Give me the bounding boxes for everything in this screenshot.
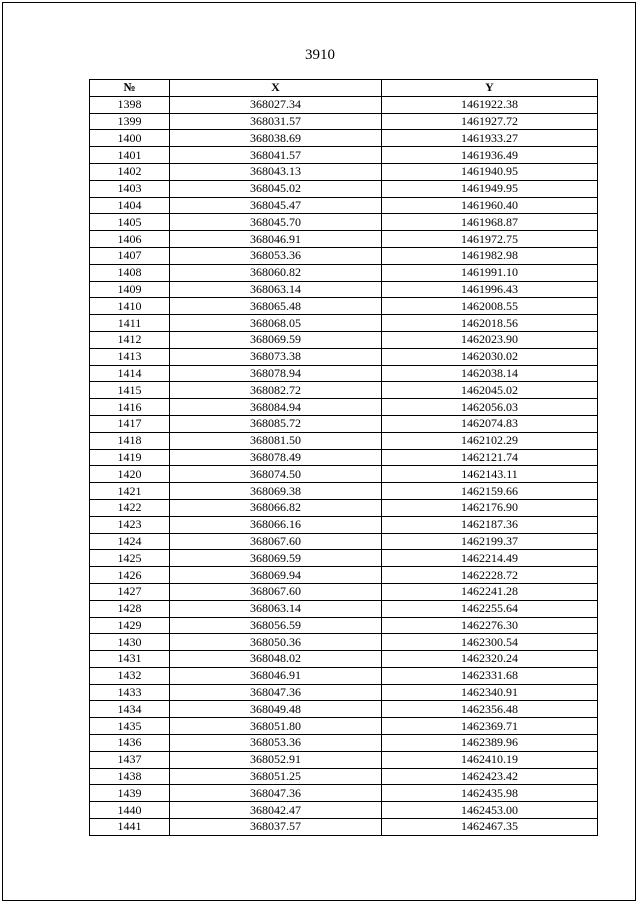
x-coordinate-cell: 368063.14: [170, 281, 382, 298]
y-coordinate-cell: 1462410.19: [382, 751, 598, 768]
point-number-cell: 1417: [90, 415, 170, 432]
y-coordinate-cell: 1461960.40: [382, 197, 598, 214]
table-row: [90, 365, 598, 382]
x-coordinate-cell: 368046.91: [170, 231, 382, 248]
x-coordinate-cell: 368047.36: [170, 785, 382, 802]
x-coordinate-cell: 368052.91: [170, 751, 382, 768]
point-number-cell: 1430: [90, 634, 170, 651]
x-coordinate-cell: 368078.94: [170, 365, 382, 382]
table-row: [90, 533, 598, 550]
y-coordinate-cell: 1462255.64: [382, 600, 598, 617]
x-coordinate-cell: 368069.59: [170, 550, 382, 567]
x-coordinate-cell: 368073.38: [170, 348, 382, 365]
y-coordinate-cell: 1462038.14: [382, 365, 598, 382]
table-row: [90, 735, 598, 752]
table-row: [90, 466, 598, 483]
point-number-cell: 1402: [90, 163, 170, 180]
table-row: [90, 180, 598, 197]
y-coordinate-cell: 1461968.87: [382, 214, 598, 231]
table-row: [90, 281, 598, 298]
point-number-cell: 1425: [90, 550, 170, 567]
y-coordinate-cell: 1462340.91: [382, 684, 598, 701]
y-coordinate-cell: 1462121.74: [382, 449, 598, 466]
y-coordinate-cell: 1462045.02: [382, 382, 598, 399]
x-coordinate-cell: 368050.36: [170, 634, 382, 651]
x-coordinate-cell: 368051.25: [170, 768, 382, 785]
y-coordinate-cell: 1462056.03: [382, 399, 598, 416]
x-coordinate-cell: 368027.34: [170, 96, 382, 113]
point-number-cell: 1432: [90, 667, 170, 684]
x-coordinate-cell: 368038.69: [170, 130, 382, 147]
table-row: [90, 432, 598, 449]
x-coordinate-cell: 368068.05: [170, 315, 382, 332]
column-header-y: Y: [382, 80, 598, 97]
y-coordinate-cell: 1462389.96: [382, 735, 598, 752]
point-number-cell: 1408: [90, 264, 170, 281]
x-coordinate-cell: 368045.70: [170, 214, 382, 231]
x-coordinate-cell: 368067.60: [170, 583, 382, 600]
y-coordinate-cell: 1462159.66: [382, 483, 598, 500]
y-coordinate-cell: 1461927.72: [382, 113, 598, 130]
table-row: [90, 197, 598, 214]
point-number-cell: 1433: [90, 684, 170, 701]
y-coordinate-cell: 1461936.49: [382, 147, 598, 164]
x-coordinate-cell: 368045.02: [170, 180, 382, 197]
point-number-cell: 1418: [90, 432, 170, 449]
point-number-cell: 1401: [90, 147, 170, 164]
point-number-cell: 1410: [90, 298, 170, 315]
point-number-cell: 1416: [90, 399, 170, 416]
y-coordinate-cell: 1462228.72: [382, 567, 598, 584]
x-coordinate-cell: 368078.49: [170, 449, 382, 466]
y-coordinate-cell: 1462030.02: [382, 348, 598, 365]
point-number-cell: 1420: [90, 466, 170, 483]
column-header-number: №: [90, 80, 170, 97]
y-coordinate-cell: 1462423.42: [382, 768, 598, 785]
table-row: [90, 819, 598, 836]
table-row: [90, 298, 598, 315]
table-row: [90, 499, 598, 516]
y-coordinate-cell: 1462199.37: [382, 533, 598, 550]
x-coordinate-cell: 368053.36: [170, 247, 382, 264]
y-coordinate-cell: 1462102.29: [382, 432, 598, 449]
column-header-x: X: [170, 80, 382, 97]
point-number-cell: 1423: [90, 516, 170, 533]
point-number-cell: 1428: [90, 600, 170, 617]
point-number-cell: 1413: [90, 348, 170, 365]
point-number-cell: 1400: [90, 130, 170, 147]
point-number-cell: 1421: [90, 483, 170, 500]
point-number-cell: 1407: [90, 247, 170, 264]
table-row: [90, 214, 598, 231]
point-number-cell: 1404: [90, 197, 170, 214]
table-row: [90, 415, 598, 432]
x-coordinate-cell: 368049.48: [170, 701, 382, 718]
x-coordinate-cell: 368069.59: [170, 331, 382, 348]
table-row: [90, 231, 598, 248]
x-coordinate-cell: 368056.59: [170, 617, 382, 634]
table-row: [90, 701, 598, 718]
point-number-cell: 1406: [90, 231, 170, 248]
table-row: [90, 751, 598, 768]
table-row: [90, 583, 598, 600]
y-coordinate-cell: 1461949.95: [382, 180, 598, 197]
table-row: [90, 348, 598, 365]
x-coordinate-cell: 368066.16: [170, 516, 382, 533]
point-number-cell: 1436: [90, 735, 170, 752]
x-coordinate-cell: 368042.47: [170, 802, 382, 819]
table-row: [90, 147, 598, 164]
point-number-cell: 1409: [90, 281, 170, 298]
point-number-cell: 1439: [90, 785, 170, 802]
point-number-cell: 1438: [90, 768, 170, 785]
point-number-cell: 1415: [90, 382, 170, 399]
point-number-cell: 1422: [90, 499, 170, 516]
table-row: [90, 315, 598, 332]
table-row: [90, 634, 598, 651]
table-row: [90, 130, 598, 147]
x-coordinate-cell: 368067.60: [170, 533, 382, 550]
x-coordinate-cell: 368043.13: [170, 163, 382, 180]
table-row: [90, 667, 598, 684]
y-coordinate-cell: 1461933.27: [382, 130, 598, 147]
point-number-cell: 1441: [90, 819, 170, 836]
table-row: [90, 617, 598, 634]
y-coordinate-cell: 1461991.10: [382, 264, 598, 281]
x-coordinate-cell: 368051.80: [170, 718, 382, 735]
table-row: [90, 516, 598, 533]
point-number-cell: 1426: [90, 567, 170, 584]
y-coordinate-cell: 1462276.30: [382, 617, 598, 634]
x-coordinate-cell: 368084.94: [170, 399, 382, 416]
y-coordinate-cell: 1462320.24: [382, 651, 598, 668]
x-coordinate-cell: 368045.47: [170, 197, 382, 214]
x-coordinate-cell: 368069.94: [170, 567, 382, 584]
y-coordinate-cell: 1462214.49: [382, 550, 598, 567]
table-row: [90, 399, 598, 416]
table-row: [90, 785, 598, 802]
y-coordinate-cell: 1461982.98: [382, 247, 598, 264]
point-number-cell: 1403: [90, 180, 170, 197]
point-number-cell: 1437: [90, 751, 170, 768]
x-coordinate-cell: 368031.57: [170, 113, 382, 130]
x-coordinate-cell: 368060.82: [170, 264, 382, 281]
y-coordinate-cell: 1462467.35: [382, 819, 598, 836]
y-coordinate-cell: 1462331.68: [382, 667, 598, 684]
point-number-cell: 1424: [90, 533, 170, 550]
table-row: [90, 483, 598, 500]
point-number-cell: 1414: [90, 365, 170, 382]
x-coordinate-cell: 368037.57: [170, 819, 382, 836]
coordinates-table: [89, 79, 598, 836]
table-row: [90, 96, 598, 113]
y-coordinate-cell: 1462143.11: [382, 466, 598, 483]
x-coordinate-cell: 368065.48: [170, 298, 382, 315]
y-coordinate-cell: 1462018.56: [382, 315, 598, 332]
y-coordinate-cell: 1461972.75: [382, 231, 598, 248]
y-coordinate-cell: 1462300.54: [382, 634, 598, 651]
point-number-cell: 1411: [90, 315, 170, 332]
page-number: 3910: [305, 47, 335, 63]
point-number-cell: 1405: [90, 214, 170, 231]
table-body: [90, 96, 598, 835]
x-coordinate-cell: 368063.14: [170, 600, 382, 617]
table-row: [90, 768, 598, 785]
point-number-cell: 1419: [90, 449, 170, 466]
point-number-cell: 1412: [90, 331, 170, 348]
x-coordinate-cell: 368046.91: [170, 667, 382, 684]
y-coordinate-cell: 1461922.38: [382, 96, 598, 113]
x-coordinate-cell: 368047.36: [170, 684, 382, 701]
table-row: [90, 247, 598, 264]
table-row: [90, 600, 598, 617]
x-coordinate-cell: 368074.50: [170, 466, 382, 483]
y-coordinate-cell: 1462023.90: [382, 331, 598, 348]
table-row: [90, 113, 598, 130]
y-coordinate-cell: 1462453.00: [382, 802, 598, 819]
point-number-cell: 1431: [90, 651, 170, 668]
x-coordinate-cell: 368053.36: [170, 735, 382, 752]
x-coordinate-cell: 368069.38: [170, 483, 382, 500]
x-coordinate-cell: 368081.50: [170, 432, 382, 449]
point-number-cell: 1435: [90, 718, 170, 735]
point-number-cell: 1440: [90, 802, 170, 819]
table-row: [90, 684, 598, 701]
y-coordinate-cell: 1462008.55: [382, 298, 598, 315]
y-coordinate-cell: 1462187.36: [382, 516, 598, 533]
table-row: [90, 802, 598, 819]
table-row: [90, 651, 598, 668]
point-number-cell: 1427: [90, 583, 170, 600]
y-coordinate-cell: 1462435.98: [382, 785, 598, 802]
table-row: [90, 264, 598, 281]
table-row: [90, 567, 598, 584]
y-coordinate-cell: 1461940.95: [382, 163, 598, 180]
point-number-cell: 1399: [90, 113, 170, 130]
table-header-row: [90, 80, 598, 97]
x-coordinate-cell: 368085.72: [170, 415, 382, 432]
y-coordinate-cell: 1462176.90: [382, 499, 598, 516]
x-coordinate-cell: 368041.57: [170, 147, 382, 164]
x-coordinate-cell: 368066.82: [170, 499, 382, 516]
table-row: [90, 718, 598, 735]
table-row: [90, 449, 598, 466]
table-row: [90, 163, 598, 180]
table-row: [90, 382, 598, 399]
y-coordinate-cell: 1462356.48: [382, 701, 598, 718]
x-coordinate-cell: 368048.02: [170, 651, 382, 668]
y-coordinate-cell: 1462074.83: [382, 415, 598, 432]
table-row: [90, 331, 598, 348]
y-coordinate-cell: 1461996.43: [382, 281, 598, 298]
y-coordinate-cell: 1462241.28: [382, 583, 598, 600]
point-number-cell: 1434: [90, 701, 170, 718]
table-row: [90, 550, 598, 567]
y-coordinate-cell: 1462369.71: [382, 718, 598, 735]
x-coordinate-cell: 368082.72: [170, 382, 382, 399]
point-number-cell: 1429: [90, 617, 170, 634]
point-number-cell: 1398: [90, 96, 170, 113]
